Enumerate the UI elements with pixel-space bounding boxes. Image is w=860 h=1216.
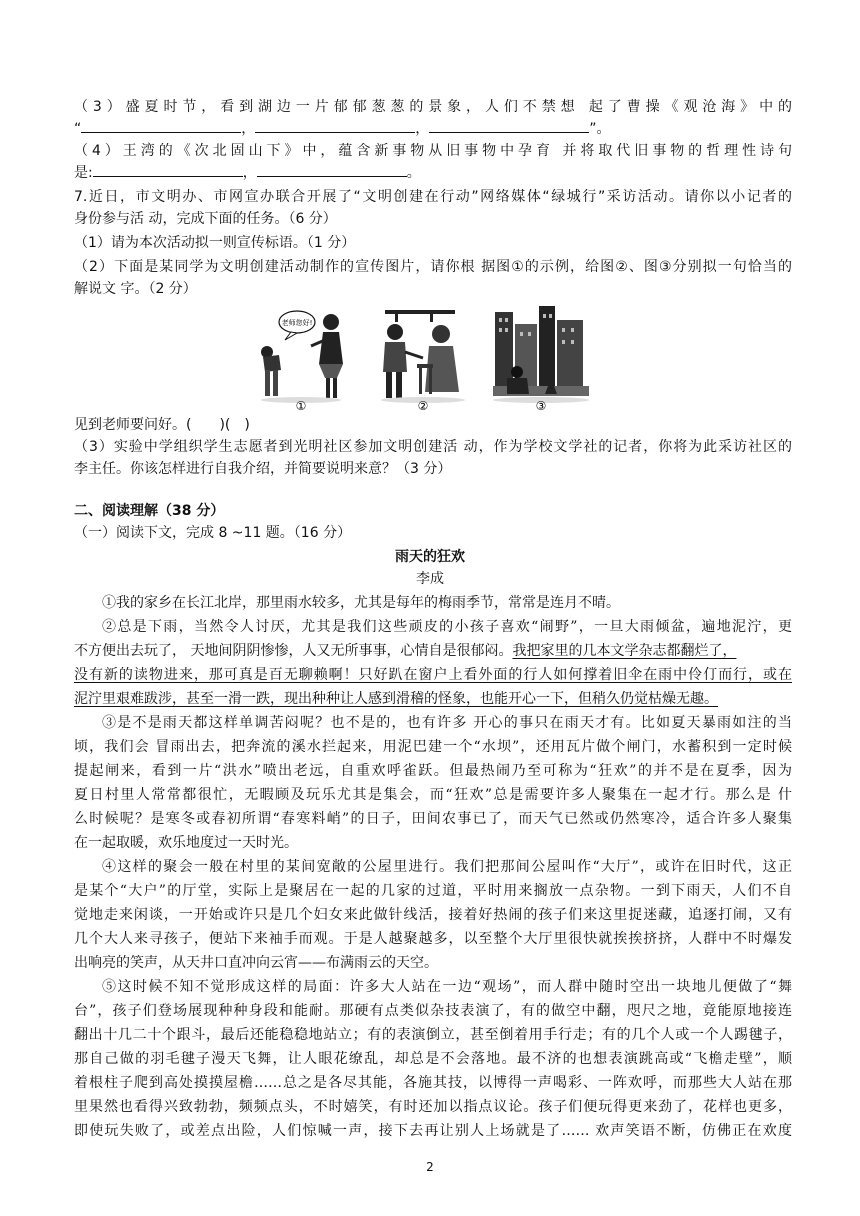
q6-4-line1: （4）王湾的《次北固山下》中，蕴含新事物从旧事物中孕育 并将取代旧事物的哲理性诗句 bbox=[74, 143, 792, 159]
article-line: 那自己做的羽毛毽子漫天飞舞，让人眼花缭乱，却总是不会落地。最不济的也想表演跳高或“飞檐走壁”，顺 bbox=[74, 1051, 792, 1067]
article-line: 么时候呢？是寒冬或春初所谓“春寒料峭”的日子，田间农事已了，而天气已然或仍然寒冷，适合许多人聚集 bbox=[74, 811, 792, 827]
article-line: 台”，孩子们登场展现种种身段和能耐。那硬有点类似杂技表演了，有的做空中翻，咫尺之地，竟能原地接连 bbox=[74, 1003, 792, 1019]
article-line: ①我的家乡在长江北岸，那里雨水较多，尤其是每年的梅雨季节，常常是连月不晴。 bbox=[102, 595, 620, 611]
article-line: 在一起取暖，欢乐地度过一天时光。 bbox=[74, 835, 298, 851]
answer-blank[interactable] bbox=[429, 118, 589, 133]
speech-bubble-text: 老师您好! bbox=[281, 319, 313, 327]
article-text: 不方便出去玩了， 天地间阴阴惨惨，人又无所事事，心情自是很郁闷。 bbox=[74, 643, 513, 659]
q7-sub2-line1: （2）下面是某同学为文明创建活动制作的宣传图片，请你根 据图①的示例，给图②、图③分别拟一句恰当的 bbox=[74, 259, 792, 275]
article-line: 夏日村里人常常都很忙，无暇顾及玩乐尤其是集会，而“狂欢”总是需要许多人聚集在一起才行。那么是 什 bbox=[74, 787, 792, 803]
q6-3-line1: （3）盛夏时节，看到湖边一片郁郁葱葱的景象，人们不禁想 起了曹操《观沧海》中的 bbox=[74, 99, 792, 115]
article-line: 着根柱子爬到高处摸摸屋檐……总之是各尽其能，各施其技，以博得一声喝彩、一阵欢呼，而那些大人站在那 bbox=[74, 1075, 792, 1091]
article-line: 几个大人来寻孩子，便站下来袖手而观。于是人越聚越多，以至整个大厅里很快就挨挨挤挤，人群中不时爆发 bbox=[74, 931, 792, 947]
q7-example-caption: 见到老师要问好。( )( ) bbox=[74, 417, 250, 433]
period: 。 bbox=[406, 165, 421, 181]
article-line bbox=[74, 640, 792, 662]
open-quote: “ bbox=[74, 121, 82, 137]
article-line: ④这样的聚会一般在村里的某间宽敞的公屋里进行。我们把那间公屋叫作“大厅”，或许在旧时代，这正 bbox=[102, 859, 792, 875]
article-line: 是某个“大户”的厅堂，实际上是聚居在一起的几家的过道，平时用来搁放一点杂物。一到下雨天，人们不自 bbox=[74, 883, 792, 899]
publicity-figures bbox=[245, 302, 597, 412]
q7-sub3-line1: （3）实验中学组织学生志愿者到光明社区参加文明创建活 动，作为学校文学社的记者，你将为此采访社区的 bbox=[74, 439, 792, 455]
figure-1-greeting bbox=[261, 311, 343, 403]
article-line: 里果然也看得兴致勃勃，频频点头，不时嬉笑，有时还加以指点议论。孩子们便玩得更来劲了，花样也更多， bbox=[74, 1099, 792, 1115]
article-line: ②总是下雨，当然令人讨厌，尤其是我们这些顽皮的小孩子喜欢“闹野”，一旦大雨倾盆，遍地泥泞，更 bbox=[102, 619, 792, 635]
article-author: 李成 bbox=[416, 571, 444, 587]
article-line: 顷，我们会 冒雨出去，把奔流的溪水拦起来，用泥巴建一个“水坝”，还用瓦片做个闸门，水蓄积到一定时候 bbox=[74, 739, 792, 755]
answer-blank[interactable] bbox=[257, 162, 407, 177]
label-shi: 是: bbox=[74, 165, 93, 181]
answer-blank[interactable] bbox=[255, 118, 415, 133]
page-number: 2 bbox=[426, 1160, 434, 1174]
q7-sub3-line2: 李主任。你该怎样进行自我介绍，并简要说明来意？（3 分） bbox=[74, 461, 452, 477]
figure-label-3: ③ bbox=[535, 399, 547, 412]
figure-label-1: ① bbox=[295, 399, 307, 412]
underlined-text: 我把家里的几本文学杂志都翻烂了， bbox=[512, 643, 737, 659]
article-line-underlined: 泥泞里艰难跋涉，甚至一滑一跌，现出种种让人感到滑稽的怪象，也能开心一下，但稍久仍觉枯燥无趣。 bbox=[74, 691, 718, 707]
article-line: 即使玩失败了，或差点出险，人们惊喊一声，接下去再让别人上场就是了…… 欢声笑语不断，仿佛正在欢度 bbox=[74, 1123, 792, 1139]
article-line: 觉地走来闲谈，一开始或许只是几个妇女来此做针线活，接着好热闹的孩子们来这里捉迷藏，追逐打闹，又有 bbox=[74, 907, 792, 923]
figure-label-2: ② bbox=[417, 399, 429, 412]
figure-3-city-greening bbox=[493, 306, 589, 403]
close-quote: ”。 bbox=[589, 121, 611, 137]
comma: ， bbox=[242, 165, 257, 181]
section-subheading: （一）阅读下文，完成 8 ~11 题。（16 分） bbox=[74, 525, 352, 541]
answer-blank[interactable] bbox=[81, 118, 241, 133]
q6-3-line2 bbox=[74, 118, 792, 140]
figure-2-helping-elderly bbox=[381, 310, 465, 403]
section-heading: 二、阅读理解（38 分） bbox=[74, 503, 225, 519]
article-line: 出响亮的笑声，从天井口直冲向云宵——布满雨云的天空。 bbox=[74, 955, 438, 971]
comma: ， bbox=[241, 121, 256, 137]
q7-intro-line1: 7.近日，市文明办、市网宣办联合开展了“文明创建在行动”网络媒体“绿城行”采访活动。请你以小记者的 bbox=[74, 189, 792, 205]
article-line: 翻出十几二十个跟斗，最后还能稳稳地站立；有的表演倒立，甚至倒着用手行走；有的几个人或一个人踢毽子， bbox=[74, 1027, 792, 1043]
answer-blank[interactable] bbox=[93, 162, 243, 177]
article-title: 雨天的狂欢 bbox=[395, 549, 465, 565]
article-line: ③是不是雨天都这样单调苦闷呢？也不是的，也有许多 开心的事只在雨天才有。比如夏天暴雨如注的当 bbox=[102, 715, 792, 731]
q6-4-line2 bbox=[74, 162, 792, 184]
article-line: ⑤这时候不知不觉形成这样的局面：许多大人站在一边“观场”，而人群中随时空出一块地儿便做了“舞 bbox=[102, 979, 792, 995]
q7-sub1: （1）请为本次活动拟一则宣传标语。（1 分） bbox=[74, 235, 356, 251]
article-line-underlined: 没有新的读物进来，那可真是百无聊赖啊！只好趴在窗户上看外面的行人如何撑着旧伞在雨中伶仃而行，或在 bbox=[74, 667, 792, 683]
comma: ， bbox=[415, 121, 430, 137]
q7-sub2-line2: 解说文 字。（2 分） bbox=[74, 281, 197, 297]
article-line: 提起闸来，看到一片“洪水”喷出老远，自重欢呼雀跃。但最热闹乃至可称为“狂欢”的并不是在夏季，因为 bbox=[74, 763, 792, 779]
q7-intro-line2: 身份参与活 动，完成下面的任务。（6 分） bbox=[74, 211, 337, 227]
